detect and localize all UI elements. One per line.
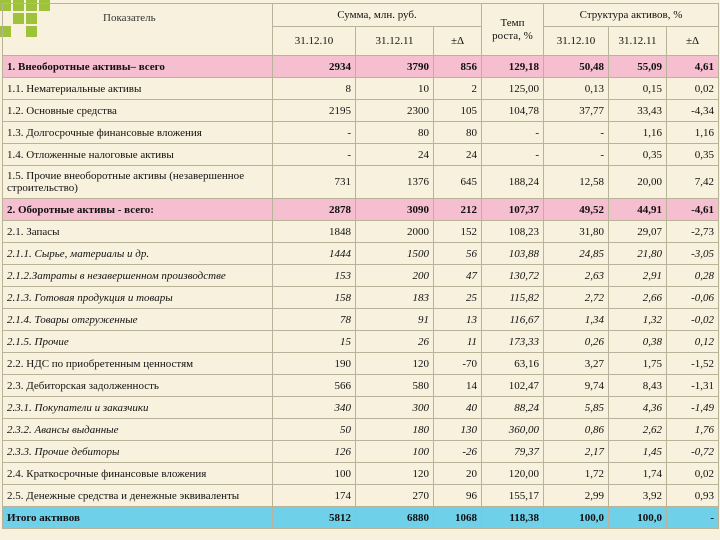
assets-table xyxy=(2,3,719,529)
cell-sdelta: - xyxy=(667,507,719,529)
cell-s2010: - xyxy=(544,122,609,144)
cell-s2010: 50,48 xyxy=(544,56,609,78)
cell-s2010: 0,13 xyxy=(544,78,609,100)
cell-v2010: 78 xyxy=(273,309,356,331)
row-label: 2.1. Запасы xyxy=(3,221,273,243)
cell-s2010: 1,34 xyxy=(544,309,609,331)
cell-delta: 20 xyxy=(434,463,482,485)
table-row xyxy=(3,463,719,485)
cell-v2010: 731 xyxy=(273,166,356,199)
cell-s2011: 20,00 xyxy=(609,166,667,199)
cell-sdelta: -1,49 xyxy=(667,397,719,419)
cell-sdelta: -2,73 xyxy=(667,221,719,243)
cell-delta: -26 xyxy=(434,441,482,463)
row-label: 2.3.3. Прочие дебиторы xyxy=(3,441,273,463)
row-label: 1.4. Отложенные налоговые активы xyxy=(3,144,273,166)
cell-s2011: 2,66 xyxy=(609,287,667,309)
cell-s2010: - xyxy=(544,144,609,166)
table-row xyxy=(3,243,719,265)
cell-s2011: 44,91 xyxy=(609,199,667,221)
cell-sdelta: 0,12 xyxy=(667,331,719,353)
cell-v2010: 174 xyxy=(273,485,356,507)
cell-sdelta: 0,02 xyxy=(667,463,719,485)
row-label: 2.1.1. Сырье, материалы и др. xyxy=(3,243,273,265)
cell-s2010: 5,85 xyxy=(544,397,609,419)
cell-sdelta: 0,93 xyxy=(667,485,719,507)
cell-sdelta: -4,34 xyxy=(667,100,719,122)
table-row xyxy=(3,441,719,463)
cell-sdelta: -4,61 xyxy=(667,199,719,221)
cell-delta: 25 xyxy=(434,287,482,309)
cell-rate: 108,23 xyxy=(482,221,544,243)
row-label: 1. Внеоборотные активы– всего xyxy=(3,56,273,78)
cell-v2010: 100 xyxy=(273,463,356,485)
row-label: 1.3. Долгосрочные финансовые вложения xyxy=(3,122,273,144)
cell-s2011: 2,91 xyxy=(609,265,667,287)
cell-sdelta: 0,02 xyxy=(667,78,719,100)
cell-rate: 360,00 xyxy=(482,419,544,441)
cell-v2010: 5812 xyxy=(273,507,356,529)
table-row xyxy=(3,287,719,309)
row-label: 2.1.2.Затраты в незавершенном производстве xyxy=(3,265,273,287)
cell-sdelta: 1,76 xyxy=(667,419,719,441)
cell-v2011: 580 xyxy=(356,375,434,397)
table-row xyxy=(3,353,719,375)
cell-s2010: 2,17 xyxy=(544,441,609,463)
col-2011-header: 31.12.11 xyxy=(356,27,434,56)
cell-sdelta: -1,52 xyxy=(667,353,719,375)
cell-v2011: 26 xyxy=(356,331,434,353)
table-row xyxy=(3,166,719,199)
table-row xyxy=(3,56,719,78)
cell-v2011: 2300 xyxy=(356,100,434,122)
cell-sdelta: 7,42 xyxy=(667,166,719,199)
cell-rate: 130,72 xyxy=(482,265,544,287)
cell-s2011: 1,45 xyxy=(609,441,667,463)
row-label: 2.4. Краткосрочные финансовые вложения xyxy=(3,463,273,485)
cell-s2011: 4,36 xyxy=(609,397,667,419)
cell-delta: 212 xyxy=(434,199,482,221)
cell-v2010: 15 xyxy=(273,331,356,353)
cell-rate: 115,82 xyxy=(482,287,544,309)
cell-sdelta: 4,61 xyxy=(667,56,719,78)
table-row xyxy=(3,122,719,144)
cell-delta: 56 xyxy=(434,243,482,265)
cell-v2011: 6880 xyxy=(356,507,434,529)
cell-s2011: 100,0 xyxy=(609,507,667,529)
cell-rate: - xyxy=(482,144,544,166)
cell-sdelta: -0,02 xyxy=(667,309,719,331)
cell-delta: 80 xyxy=(434,122,482,144)
cell-rate: 79,37 xyxy=(482,441,544,463)
cell-v2010: 566 xyxy=(273,375,356,397)
table-row xyxy=(3,485,719,507)
cell-sdelta: -0,06 xyxy=(667,287,719,309)
cell-delta: 130 xyxy=(434,419,482,441)
cell-v2011: 180 xyxy=(356,419,434,441)
table-row xyxy=(3,507,719,529)
cell-delta: 645 xyxy=(434,166,482,199)
cell-delta: 40 xyxy=(434,397,482,419)
cell-v2011: 91 xyxy=(356,309,434,331)
cell-delta: 1068 xyxy=(434,507,482,529)
cell-delta: 24 xyxy=(434,144,482,166)
table-row xyxy=(3,375,719,397)
cell-delta: -70 xyxy=(434,353,482,375)
col-s2011-header: 31.12.11 xyxy=(609,27,667,56)
cell-sdelta: -3,05 xyxy=(667,243,719,265)
cell-v2011: 1500 xyxy=(356,243,434,265)
cell-s2010: 9,74 xyxy=(544,375,609,397)
cell-s2010: 49,52 xyxy=(544,199,609,221)
cell-rate: 63,16 xyxy=(482,353,544,375)
row-label: Итого активов xyxy=(3,507,273,529)
cell-sdelta: -1,31 xyxy=(667,375,719,397)
row-label: 1.1. Нематериальные активы xyxy=(3,78,273,100)
cell-v2010: 1848 xyxy=(273,221,356,243)
cell-rate: 88,24 xyxy=(482,397,544,419)
indicator-header-label: Показатель xyxy=(103,12,156,24)
growth-rate-header: Темп роста, % xyxy=(482,4,544,56)
table-row xyxy=(3,100,719,122)
cell-rate: 102,47 xyxy=(482,375,544,397)
cell-v2010: 8 xyxy=(273,78,356,100)
table-row xyxy=(3,78,719,100)
cell-v2011: 120 xyxy=(356,353,434,375)
cell-s2011: 1,74 xyxy=(609,463,667,485)
cell-s2010: 37,77 xyxy=(544,100,609,122)
col-delta-header: ±Δ xyxy=(434,27,482,56)
cell-s2011: 21,80 xyxy=(609,243,667,265)
table-row xyxy=(3,144,719,166)
table-row xyxy=(3,265,719,287)
cell-v2011: 2000 xyxy=(356,221,434,243)
cell-delta: 13 xyxy=(434,309,482,331)
cell-s2010: 2,99 xyxy=(544,485,609,507)
cell-v2010: 50 xyxy=(273,419,356,441)
structure-group-header: Структура активов, % xyxy=(544,4,719,27)
cell-rate: 107,37 xyxy=(482,199,544,221)
table-row xyxy=(3,419,719,441)
table-row xyxy=(3,397,719,419)
cell-s2010: 0,86 xyxy=(544,419,609,441)
cell-v2010: 340 xyxy=(273,397,356,419)
row-label: 2.1.4. Товары отгруженные xyxy=(3,309,273,331)
table-row xyxy=(3,221,719,243)
cell-rate: 173,33 xyxy=(482,331,544,353)
cell-delta: 11 xyxy=(434,331,482,353)
cell-sdelta: 0,35 xyxy=(667,144,719,166)
cell-v2011: 200 xyxy=(356,265,434,287)
cell-v2011: 100 xyxy=(356,441,434,463)
cell-v2010: 2934 xyxy=(273,56,356,78)
cell-v2011: 3790 xyxy=(356,56,434,78)
cell-s2010: 0,26 xyxy=(544,331,609,353)
cell-s2011: 1,75 xyxy=(609,353,667,375)
cell-rate: 155,17 xyxy=(482,485,544,507)
sum-group-header: Сумма, млн. руб. xyxy=(273,4,482,27)
cell-rate: 120,00 xyxy=(482,463,544,485)
cell-s2011: 3,92 xyxy=(609,485,667,507)
cell-rate: 103,88 xyxy=(482,243,544,265)
cell-rate: 118,38 xyxy=(482,507,544,529)
cell-v2011: 80 xyxy=(356,122,434,144)
row-label: 2.3.2. Авансы выданные xyxy=(3,419,273,441)
row-label: 1.2. Основные средства xyxy=(3,100,273,122)
cell-v2010: 190 xyxy=(273,353,356,375)
col-s2010-header: 31.12.10 xyxy=(544,27,609,56)
row-label: 2.2. НДС по приобретенным ценностям xyxy=(3,353,273,375)
cell-v2011: 270 xyxy=(356,485,434,507)
cell-rate: 125,00 xyxy=(482,78,544,100)
row-label: 2.1.5. Прочие xyxy=(3,331,273,353)
cell-s2010: 2,72 xyxy=(544,287,609,309)
col-2010-header: 31.12.10 xyxy=(273,27,356,56)
cell-rate: 129,18 xyxy=(482,56,544,78)
cell-rate: 188,24 xyxy=(482,166,544,199)
cell-v2010: 1444 xyxy=(273,243,356,265)
cell-sdelta: 0,28 xyxy=(667,265,719,287)
cell-v2010: 2195 xyxy=(273,100,356,122)
cell-v2010: - xyxy=(273,144,356,166)
cell-delta: 14 xyxy=(434,375,482,397)
cell-v2010: 2878 xyxy=(273,199,356,221)
cell-v2010: 158 xyxy=(273,287,356,309)
cell-v2011: 300 xyxy=(356,397,434,419)
cell-s2010: 31,80 xyxy=(544,221,609,243)
row-label: 2.5. Денежные средства и денежные эквиваленты xyxy=(3,485,273,507)
table-row xyxy=(3,331,719,353)
cell-v2011: 120 xyxy=(356,463,434,485)
cell-delta: 856 xyxy=(434,56,482,78)
cell-sdelta: -0,72 xyxy=(667,441,719,463)
cell-s2010: 12,58 xyxy=(544,166,609,199)
table-row xyxy=(3,199,719,221)
indicator-header xyxy=(3,4,273,56)
row-label: 2.3.1. Покупатели и заказчики xyxy=(3,397,273,419)
cell-s2011: 1,32 xyxy=(609,309,667,331)
row-label: 1.5. Прочие внеоборотные активы (незавершенное строительство) xyxy=(3,166,273,199)
cell-s2010: 2,63 xyxy=(544,265,609,287)
cell-s2011: 0,35 xyxy=(609,144,667,166)
table-row xyxy=(3,309,719,331)
cell-s2011: 1,16 xyxy=(609,122,667,144)
cell-s2011: 0,15 xyxy=(609,78,667,100)
cell-v2011: 3090 xyxy=(356,199,434,221)
col-sdelta-header: ±Δ xyxy=(667,27,719,56)
cell-v2010: - xyxy=(273,122,356,144)
cell-s2010: 24,85 xyxy=(544,243,609,265)
cell-sdelta: 1,16 xyxy=(667,122,719,144)
row-label: 2. Оборотные активы - всего: xyxy=(3,199,273,221)
cell-v2011: 1376 xyxy=(356,166,434,199)
cell-delta: 47 xyxy=(434,265,482,287)
cell-s2011: 2,62 xyxy=(609,419,667,441)
row-label: 2.3. Дебиторская задолженность xyxy=(3,375,273,397)
cell-v2011: 24 xyxy=(356,144,434,166)
cell-rate: 116,67 xyxy=(482,309,544,331)
cell-s2010: 3,27 xyxy=(544,353,609,375)
cell-s2011: 29,07 xyxy=(609,221,667,243)
cell-rate: 104,78 xyxy=(482,100,544,122)
cell-s2011: 33,43 xyxy=(609,100,667,122)
cell-s2011: 0,38 xyxy=(609,331,667,353)
cell-v2011: 183 xyxy=(356,287,434,309)
cell-delta: 152 xyxy=(434,221,482,243)
cell-delta: 105 xyxy=(434,100,482,122)
cell-v2010: 126 xyxy=(273,441,356,463)
cell-v2011: 10 xyxy=(356,78,434,100)
cell-s2011: 8,43 xyxy=(609,375,667,397)
row-label: 2.1.3. Готовая продукция и товары xyxy=(3,287,273,309)
cell-delta: 96 xyxy=(434,485,482,507)
cell-delta: 2 xyxy=(434,78,482,100)
cell-v2010: 153 xyxy=(273,265,356,287)
cell-s2010: 100,0 xyxy=(544,507,609,529)
cell-s2010: 1,72 xyxy=(544,463,609,485)
cell-s2011: 55,09 xyxy=(609,56,667,78)
cell-rate: - xyxy=(482,122,544,144)
